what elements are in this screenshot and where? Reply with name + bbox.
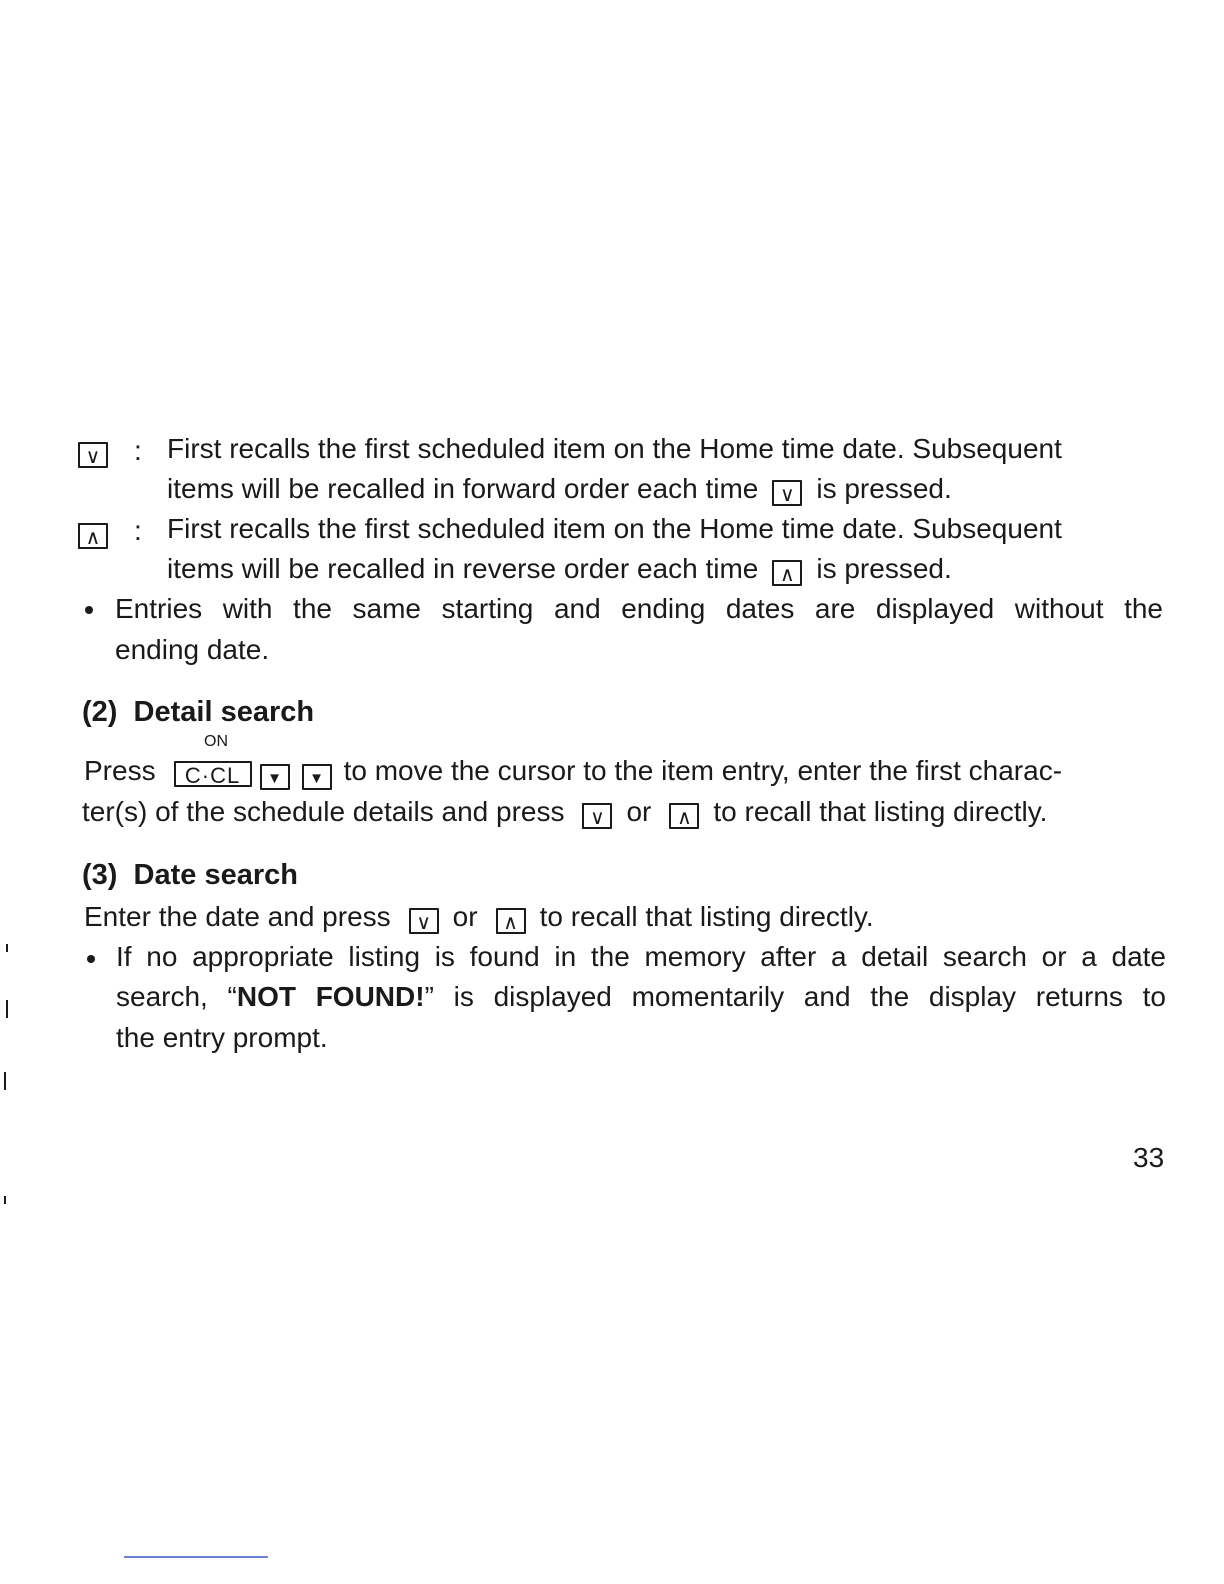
date-search-heading: (3) Date search [82, 859, 298, 891]
press-text: Press [84, 755, 156, 786]
down-key-description-line1: First recalls the first scheduled item on the Home time date. Subsequent [167, 433, 1062, 464]
down-key-icon: ∨ [409, 908, 439, 934]
detail-search-line2 [82, 795, 1047, 829]
detail-line2-text-a: ter(s) of the schedule details and press [82, 796, 565, 827]
up-key-icon: ∧ [772, 560, 802, 586]
not-found-text-a: search, “ [116, 981, 237, 1012]
detail-search-heading: (2) Detail search [82, 696, 315, 728]
date-line1-text-a: Enter the date and press [84, 901, 391, 932]
not-found-bullet-line1: If no appropriate listing is found in the memory after a detail search or a date [116, 941, 1166, 972]
bullet-icon [85, 606, 93, 614]
detail-search-line1 [84, 754, 1062, 790]
up-key-description-line2 [167, 552, 952, 586]
arrow-down-key-icon: ▼ [260, 764, 290, 790]
down-line2-text-b: is pressed. [816, 473, 952, 504]
down-key-icon: ∨ [78, 442, 108, 468]
down-line2-text-a: items will be recalled in forward order each time [167, 473, 759, 504]
margin-mark [6, 1000, 8, 1018]
or-text: or [626, 796, 652, 827]
on-label: ON [204, 733, 228, 750]
bottom-rule [124, 1556, 268, 1558]
not-found-text-b: ” is displayed momentarily and the display returns to [424, 981, 1166, 1012]
up-key-description-line1: First recalls the first scheduled item on the Home time date. Subsequent [167, 513, 1062, 544]
down-key-description-line2 [167, 472, 952, 506]
detail-line1-rest: to move the cursor to the item entry, enter the first charac- [343, 755, 1063, 786]
ccl-key-icon: C·CL [174, 761, 252, 787]
bullet-entries-line1: Entries with the same starting and ending dates are displayed without the [115, 593, 1163, 624]
margin-mark [4, 1072, 6, 1090]
down-key-icon: ∨ [772, 480, 802, 506]
bullet-entries-line2: ending date. [115, 634, 270, 665]
arrow-down-key-icon: ▼ [302, 764, 332, 790]
up-line2-text-a: items will be recalled in reverse order each time [167, 553, 759, 584]
not-found-bullet-line2 [116, 980, 1166, 1014]
date-search-line1 [84, 900, 874, 934]
definition-colon: : [134, 515, 142, 546]
definition-colon: : [134, 435, 142, 466]
up-key-icon: ∧ [496, 908, 526, 934]
margin-mark [6, 944, 8, 952]
margin-mark [4, 1196, 6, 1204]
up-key-icon: ∧ [669, 803, 699, 829]
down-key-icon: ∨ [582, 803, 612, 829]
up-key-icon: ∧ [78, 523, 108, 549]
detail-line2-text-b: to recall that listing directly. [713, 796, 1048, 827]
up-line2-text-b: is pressed. [816, 553, 952, 584]
not-found-message: NOT FOUND! [236, 981, 425, 1012]
page-number: 33 [1133, 1142, 1165, 1173]
not-found-bullet-line3: the entry prompt. [116, 1022, 328, 1053]
bullet-icon [87, 955, 95, 963]
or-text: or [452, 901, 478, 932]
date-line1-text-b: to recall that listing directly. [539, 901, 874, 932]
